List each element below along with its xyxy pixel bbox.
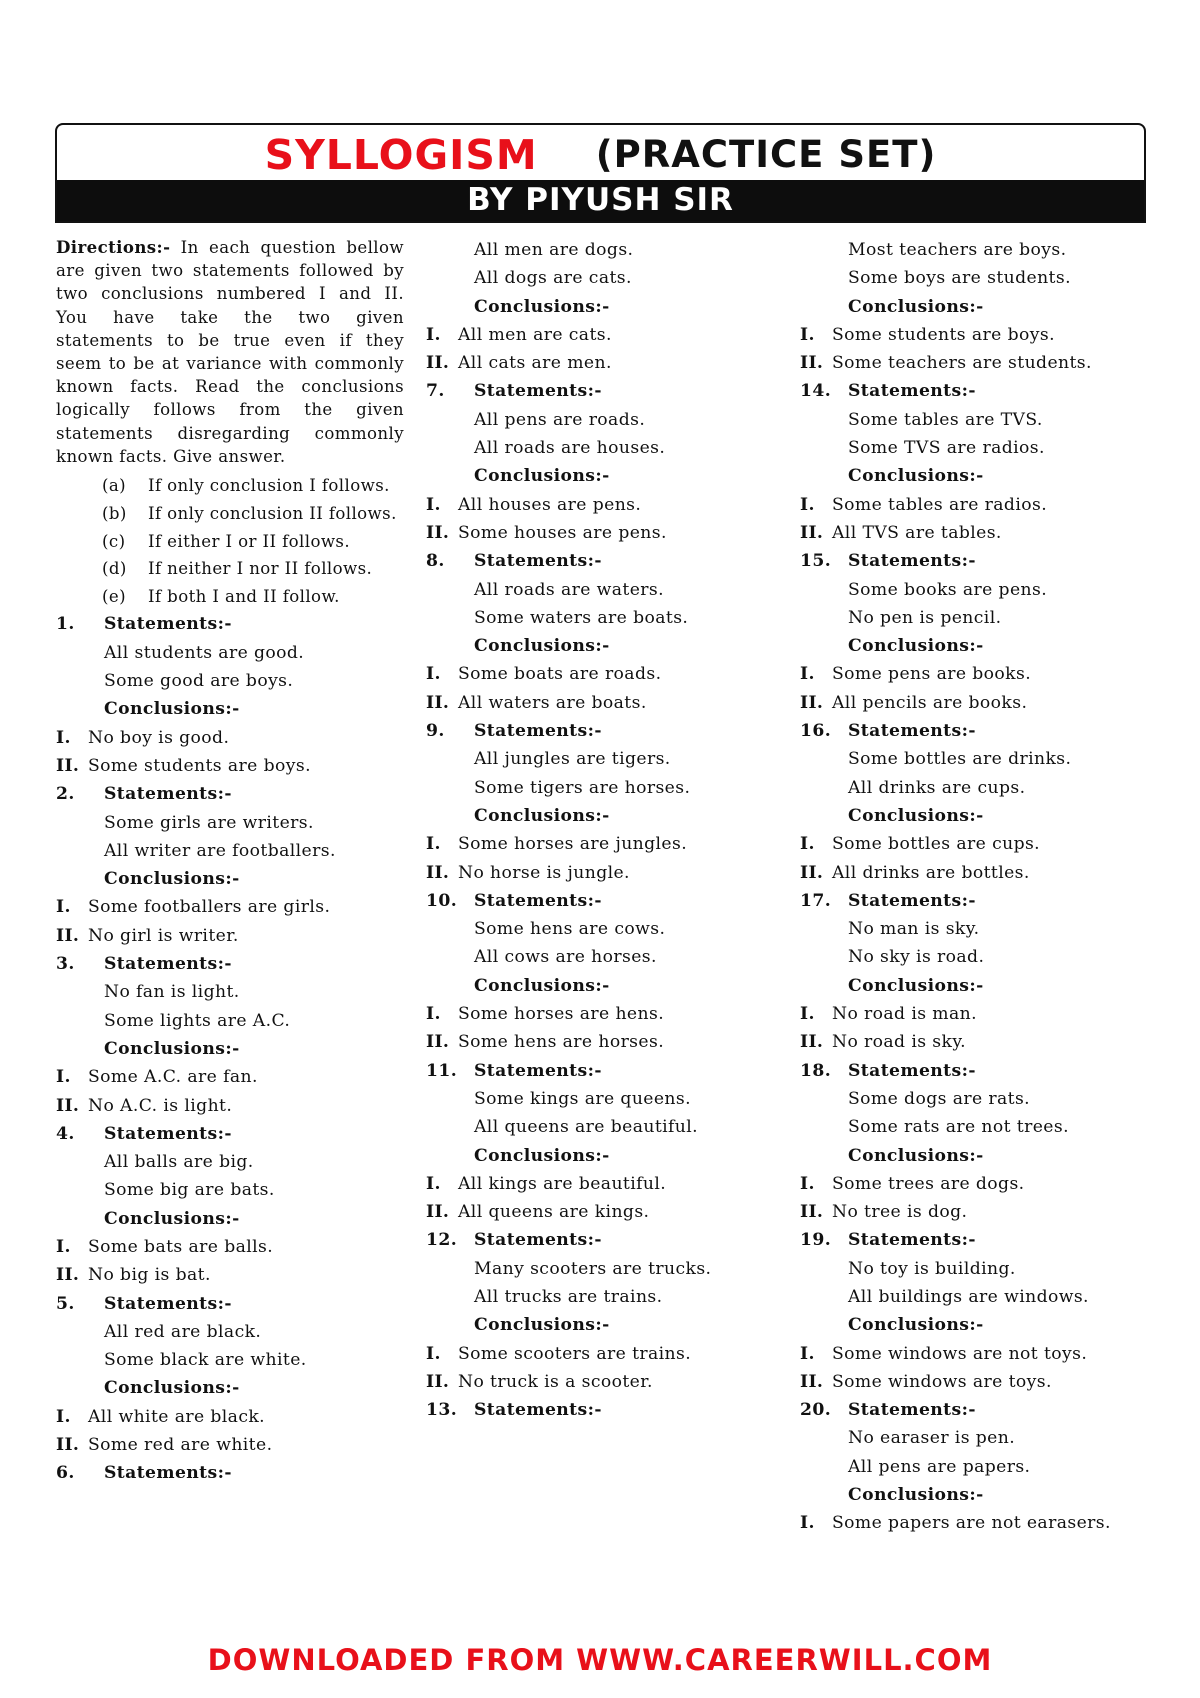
conclusion xyxy=(800,1198,1155,1226)
option-text: If only conclusion I follows. xyxy=(148,476,390,496)
statements-label: Statements:- xyxy=(848,721,976,742)
conclusion xyxy=(800,1000,1155,1028)
conclusion xyxy=(56,1403,404,1431)
conclusions-label: Conclusions:- xyxy=(474,296,610,317)
conclusion-text: Some pens are books. xyxy=(832,664,1032,685)
author-bar: BY PIYUSH SIR xyxy=(57,180,1144,221)
conclusion-text: No big is bat. xyxy=(88,1265,211,1286)
conclusion-text: No road is man. xyxy=(832,1004,977,1025)
option-letter: (c) xyxy=(102,531,126,551)
roman-numeral: II. xyxy=(800,353,824,374)
conclusions-label: Conclusions:- xyxy=(474,1315,610,1336)
conclusion-text: Some teachers are students. xyxy=(832,353,1092,374)
conclusions-label: Conclusions:- xyxy=(474,1145,610,1166)
conclusion-text: All houses are pens. xyxy=(458,494,642,515)
roman-numeral: II. xyxy=(800,1032,824,1053)
conclusion-text: Some A.C. are fan. xyxy=(88,1067,258,1088)
question-number: 15. xyxy=(800,551,832,572)
question-number: 4. xyxy=(56,1123,75,1144)
conclusions-label: Conclusions:- xyxy=(104,699,240,720)
roman-numeral: I. xyxy=(426,324,441,345)
conclusion xyxy=(56,752,404,780)
statement: All balls are big. xyxy=(104,1152,254,1173)
statements-label: Statements:- xyxy=(104,614,232,635)
conclusion xyxy=(426,859,781,887)
conclusion xyxy=(426,349,781,377)
roman-numeral: II. xyxy=(426,522,450,543)
question-header xyxy=(426,1057,781,1085)
conclusion-text: All drinks are bottles. xyxy=(832,862,1030,883)
statements-label: Statements:- xyxy=(474,551,602,572)
conclusion xyxy=(56,1063,404,1091)
statement: All red are black. xyxy=(104,1321,262,1342)
answer-option xyxy=(56,527,404,555)
conclusion-text: All pencils are books. xyxy=(832,692,1028,713)
roman-numeral: II. xyxy=(56,1265,80,1286)
directions xyxy=(56,236,404,468)
conclusion-text: All men are cats. xyxy=(458,324,612,345)
conclusion xyxy=(800,1170,1155,1198)
answer-options xyxy=(56,472,404,610)
conclusion-text: All kings are beautiful. xyxy=(458,1173,667,1194)
statements-label: Statements:- xyxy=(474,1400,602,1421)
directions-text: In each question bellow are given two statements followed by two conclusions numbered I and II. You have take the two given statements to be true even if they seem to be at variance with commonly known facts. Read the conclusions logically follows from the given statements disregarding commonly known facts. Give answer. xyxy=(56,238,404,466)
question-header xyxy=(56,1290,404,1318)
conclusion xyxy=(426,689,781,717)
statements-label: Statements:- xyxy=(848,1060,976,1081)
column-2 xyxy=(426,236,781,1424)
roman-numeral: II. xyxy=(800,522,824,543)
conclusions-label: Conclusions:- xyxy=(104,1378,240,1399)
statement: Some hens are cows. xyxy=(474,919,666,940)
statement: All cows are horses. xyxy=(474,947,657,968)
statements-label: Statements:- xyxy=(104,784,232,805)
conclusion-text: Some horses are hens. xyxy=(458,1004,665,1025)
statement: Some boys are students. xyxy=(848,268,1071,289)
conclusions-label: Conclusions:- xyxy=(474,636,610,657)
conclusion xyxy=(800,1368,1155,1396)
conclusions-label: Conclusions:- xyxy=(848,1315,984,1336)
question-number: 13. xyxy=(426,1400,458,1421)
conclusion-text: Some windows are toys. xyxy=(832,1371,1052,1392)
option-text: If neither I nor II follows. xyxy=(148,559,373,579)
roman-numeral: II. xyxy=(426,692,450,713)
question-header xyxy=(800,1057,1155,1085)
statement: Some TVS are radios. xyxy=(848,438,1045,459)
question-header xyxy=(56,1459,404,1487)
statement: Some dogs are rats. xyxy=(848,1088,1031,1109)
answer-option xyxy=(56,500,404,528)
conclusion xyxy=(800,491,1155,519)
roman-numeral: II. xyxy=(800,1371,824,1392)
conclusion-text: Some papers are not earasers. xyxy=(832,1513,1111,1534)
roman-numeral: I. xyxy=(426,494,441,515)
statement: All dogs are cats. xyxy=(474,268,632,289)
question-number: 17. xyxy=(800,890,832,911)
conclusion xyxy=(56,893,404,921)
conclusion xyxy=(426,660,781,688)
conclusion xyxy=(800,660,1155,688)
question-list-2 xyxy=(426,236,781,1424)
conclusion-text: All white are black. xyxy=(88,1406,266,1427)
question-number: 8. xyxy=(426,551,445,572)
question-number: 7. xyxy=(426,381,445,402)
statement: Most teachers are boys. xyxy=(848,240,1067,260)
option-letter: (a) xyxy=(102,476,127,496)
column-1 xyxy=(56,236,404,1488)
option-text: If both I and II follow. xyxy=(148,587,340,607)
page-subtitle: (PRACTICE SET) xyxy=(595,133,937,176)
statement: No man is sky. xyxy=(848,919,980,940)
question-number: 18. xyxy=(800,1060,832,1081)
roman-numeral: I. xyxy=(426,1004,441,1025)
question-header xyxy=(426,1396,781,1424)
conclusion xyxy=(800,1028,1155,1056)
conclusion-text: Some windows are not toys. xyxy=(832,1343,1088,1364)
roman-numeral: I. xyxy=(800,834,815,855)
statements-label: Statements:- xyxy=(474,1230,602,1251)
conclusion xyxy=(426,491,781,519)
option-letter: (b) xyxy=(102,504,127,524)
answer-option xyxy=(56,472,404,500)
question-number: 2. xyxy=(56,784,75,805)
statement: No sky is road. xyxy=(848,947,985,968)
conclusions-label: Conclusions:- xyxy=(848,975,984,996)
roman-numeral: I. xyxy=(800,1004,815,1025)
roman-numeral: I. xyxy=(426,834,441,855)
roman-numeral: II. xyxy=(426,1032,450,1053)
statement: All writer are footballers. xyxy=(104,840,336,861)
statements-label: Statements:- xyxy=(104,1293,232,1314)
conclusion-text: Some trees are dogs. xyxy=(832,1173,1025,1194)
conclusion-text: All cats are men. xyxy=(458,353,612,374)
conclusion-text: Some horses are jungles. xyxy=(458,834,688,855)
statement: All pens are roads. xyxy=(474,409,646,430)
question-number: 19. xyxy=(800,1230,832,1251)
conclusion xyxy=(56,1092,404,1120)
statement: Some big are bats. xyxy=(104,1180,275,1201)
statement: Some good are boys. xyxy=(104,671,294,692)
conclusions-label: Conclusions:- xyxy=(474,466,610,487)
statement: Some tigers are horses. xyxy=(474,777,691,798)
conclusion xyxy=(426,1340,781,1368)
conclusion xyxy=(426,321,781,349)
question-list-1 xyxy=(56,610,404,1487)
statement: Some waters are boats. xyxy=(474,607,689,628)
conclusion xyxy=(800,830,1155,858)
page-title: SYLLOGISM xyxy=(264,130,538,179)
conclusions-label: Conclusions:- xyxy=(848,296,984,317)
conclusion-text: No tree is dog. xyxy=(832,1202,968,1223)
option-text: If either I or II follows. xyxy=(148,531,351,551)
question-number: 9. xyxy=(426,721,445,742)
conclusion xyxy=(426,1198,781,1226)
statement: All pens are papers. xyxy=(848,1456,1031,1477)
directions-label: Directions:- xyxy=(56,237,171,257)
statement: Some black are white. xyxy=(104,1350,307,1371)
roman-numeral: I. xyxy=(56,1237,71,1257)
conclusion xyxy=(426,1000,781,1028)
statements-label: Statements:- xyxy=(474,721,602,742)
question-header xyxy=(800,1396,1155,1424)
conclusion-text: All TVS are tables. xyxy=(832,522,1002,543)
question-header xyxy=(56,1120,404,1148)
question-header xyxy=(426,377,781,405)
roman-numeral: I. xyxy=(56,897,71,918)
statement: No earaser is pen. xyxy=(848,1428,1016,1449)
roman-numeral: II. xyxy=(800,1202,824,1223)
column-3 xyxy=(800,236,1155,1538)
conclusions-label: Conclusions:- xyxy=(848,636,984,657)
conclusion xyxy=(426,519,781,547)
conclusion xyxy=(800,349,1155,377)
conclusion-text: No truck is a scooter. xyxy=(458,1371,653,1392)
question-number: 10. xyxy=(426,890,458,911)
roman-numeral: II. xyxy=(56,1435,80,1456)
conclusion xyxy=(426,1368,781,1396)
statement: All students are good. xyxy=(104,642,305,663)
conclusion xyxy=(56,1261,404,1289)
roman-numeral: I. xyxy=(426,1343,441,1364)
statements-label: Statements:- xyxy=(474,381,602,402)
roman-numeral: II. xyxy=(56,755,80,776)
statements-label: Statements:- xyxy=(474,1060,602,1081)
conclusion-text: No boy is good. xyxy=(88,727,230,748)
conclusion-text: No A.C. is light. xyxy=(88,1095,233,1116)
title-row xyxy=(57,125,1144,184)
conclusion xyxy=(56,1233,404,1261)
roman-numeral: II. xyxy=(56,925,80,946)
statement: All queens are beautiful. xyxy=(474,1117,699,1138)
conclusion-text: Some tables are radios. xyxy=(832,494,1048,515)
statement: All buildings are windows. xyxy=(848,1286,1089,1307)
roman-numeral: II. xyxy=(426,862,450,883)
statement: All roads are houses. xyxy=(474,438,666,459)
statement: All trucks are trains. xyxy=(474,1286,663,1307)
question-header xyxy=(56,950,404,978)
roman-numeral: II. xyxy=(800,862,824,883)
question-number: 16. xyxy=(800,721,832,742)
option-text: If only conclusion II follows. xyxy=(148,504,397,524)
conclusion xyxy=(800,1509,1155,1537)
question-number: 12. xyxy=(426,1230,458,1251)
question-number: 5. xyxy=(56,1293,75,1314)
conclusion-text: Some footballers are girls. xyxy=(88,897,331,918)
roman-numeral: I. xyxy=(800,1513,815,1534)
question-header xyxy=(426,717,781,745)
statement: No toy is building. xyxy=(848,1258,1016,1279)
question-header xyxy=(800,1226,1155,1254)
statement: Some rats are not trees. xyxy=(848,1117,1069,1138)
question-header xyxy=(800,547,1155,575)
roman-numeral: II. xyxy=(56,1095,80,1116)
question-header xyxy=(426,887,781,915)
conclusion xyxy=(56,922,404,950)
statements-label: Statements:- xyxy=(848,1230,976,1251)
conclusions-label: Conclusions:- xyxy=(104,1208,240,1229)
title-header xyxy=(55,123,1146,223)
conclusion xyxy=(800,1340,1155,1368)
statements-label: Statements:- xyxy=(848,890,976,911)
statement: All men are dogs. xyxy=(474,240,634,260)
conclusion-text: Some hens are horses. xyxy=(458,1032,665,1053)
conclusion xyxy=(426,1028,781,1056)
question-number: 1. xyxy=(56,614,75,635)
statement: Many scooters are trucks. xyxy=(474,1258,712,1279)
statement: Some tables are TVS. xyxy=(848,409,1043,430)
roman-numeral: I. xyxy=(56,1067,71,1088)
conclusion-text: Some red are white. xyxy=(88,1435,273,1456)
conclusion-text: All waters are boats. xyxy=(458,692,647,713)
statements-label: Statements:- xyxy=(104,1123,232,1144)
conclusion xyxy=(426,1170,781,1198)
roman-numeral: II. xyxy=(426,1202,450,1223)
roman-numeral: I. xyxy=(800,1173,815,1194)
roman-numeral: II. xyxy=(426,1371,450,1392)
question-number: 11. xyxy=(426,1060,458,1081)
conclusion xyxy=(426,830,781,858)
conclusion xyxy=(56,724,404,752)
conclusion xyxy=(800,321,1155,349)
question-header xyxy=(800,887,1155,915)
statement: Some kings are queens. xyxy=(474,1088,691,1109)
question-number: 6. xyxy=(56,1463,75,1484)
roman-numeral: I. xyxy=(426,664,441,685)
option-letter: (d) xyxy=(102,559,127,579)
conclusion-text: No horse is jungle. xyxy=(458,862,630,883)
conclusion-text: Some students are boys. xyxy=(832,324,1055,345)
conclusions-label: Conclusions:- xyxy=(848,805,984,826)
question-header xyxy=(426,547,781,575)
statement: Some bottles are drinks. xyxy=(848,749,1072,770)
answer-option xyxy=(56,555,404,583)
conclusion-text: Some students are boys. xyxy=(88,755,311,776)
statement: Some girls are writers. xyxy=(104,812,314,833)
conclusions-label: Conclusions:- xyxy=(848,1145,984,1166)
roman-numeral: I. xyxy=(800,494,815,515)
question-header xyxy=(56,780,404,808)
statements-label: Statements:- xyxy=(848,551,976,572)
statement: No fan is light. xyxy=(104,982,240,1003)
statements-label: Statements:- xyxy=(848,1400,976,1421)
roman-numeral: I. xyxy=(56,1406,71,1427)
statements-label: Statements:- xyxy=(474,890,602,911)
roman-numeral: I. xyxy=(800,324,815,345)
conclusion xyxy=(56,1431,404,1459)
question-list-3 xyxy=(800,236,1155,1538)
conclusion-text: Some scooters are trains. xyxy=(458,1343,692,1364)
statement: All drinks are cups. xyxy=(848,777,1026,798)
conclusions-label: Conclusions:- xyxy=(474,975,610,996)
conclusion xyxy=(800,519,1155,547)
conclusions-label: Conclusions:- xyxy=(848,1485,984,1506)
statements-label: Statements:- xyxy=(848,381,976,402)
roman-numeral: II. xyxy=(800,692,824,713)
question-number: 3. xyxy=(56,954,75,975)
conclusions-label: Conclusions:- xyxy=(104,869,240,890)
question-header xyxy=(800,377,1155,405)
conclusions-label: Conclusions:- xyxy=(474,805,610,826)
question-header xyxy=(426,1226,781,1254)
conclusion-text: Some houses are pens. xyxy=(458,522,667,543)
roman-numeral: I. xyxy=(56,727,71,748)
statement: Some lights are A.C. xyxy=(104,1010,291,1031)
statements-label: Statements:- xyxy=(104,954,232,975)
roman-numeral: I. xyxy=(800,664,815,685)
download-footer: DOWNLOADED FROM WWW.CAREERWILL.COM xyxy=(207,1643,993,1677)
roman-numeral: II. xyxy=(426,353,450,374)
conclusion-text: No road is sky. xyxy=(832,1032,967,1053)
conclusion-text: Some boats are roads. xyxy=(458,664,662,685)
conclusion-text: Some bottles are cups. xyxy=(832,834,1041,855)
conclusion-text: All queens are kings. xyxy=(458,1202,650,1223)
question-header xyxy=(56,610,404,638)
statement: Some books are pens. xyxy=(848,579,1048,600)
option-letter: (e) xyxy=(102,587,126,607)
question-number: 20. xyxy=(800,1400,832,1421)
statement: All jungles are tigers. xyxy=(474,749,671,770)
question-number: 14. xyxy=(800,381,832,402)
roman-numeral: I. xyxy=(426,1173,441,1194)
conclusions-label: Conclusions:- xyxy=(104,1038,240,1059)
conclusion xyxy=(800,859,1155,887)
conclusion-text: Some bats are balls. xyxy=(88,1237,274,1257)
question-header xyxy=(800,717,1155,745)
statement: All roads are waters. xyxy=(474,579,665,600)
conclusions-label: Conclusions:- xyxy=(848,466,984,487)
statement: No pen is pencil. xyxy=(848,607,1002,628)
statements-label: Statements:- xyxy=(104,1463,232,1484)
answer-option xyxy=(56,583,404,611)
roman-numeral: I. xyxy=(800,1343,815,1364)
conclusion xyxy=(800,689,1155,717)
conclusion-text: No girl is writer. xyxy=(88,925,239,946)
